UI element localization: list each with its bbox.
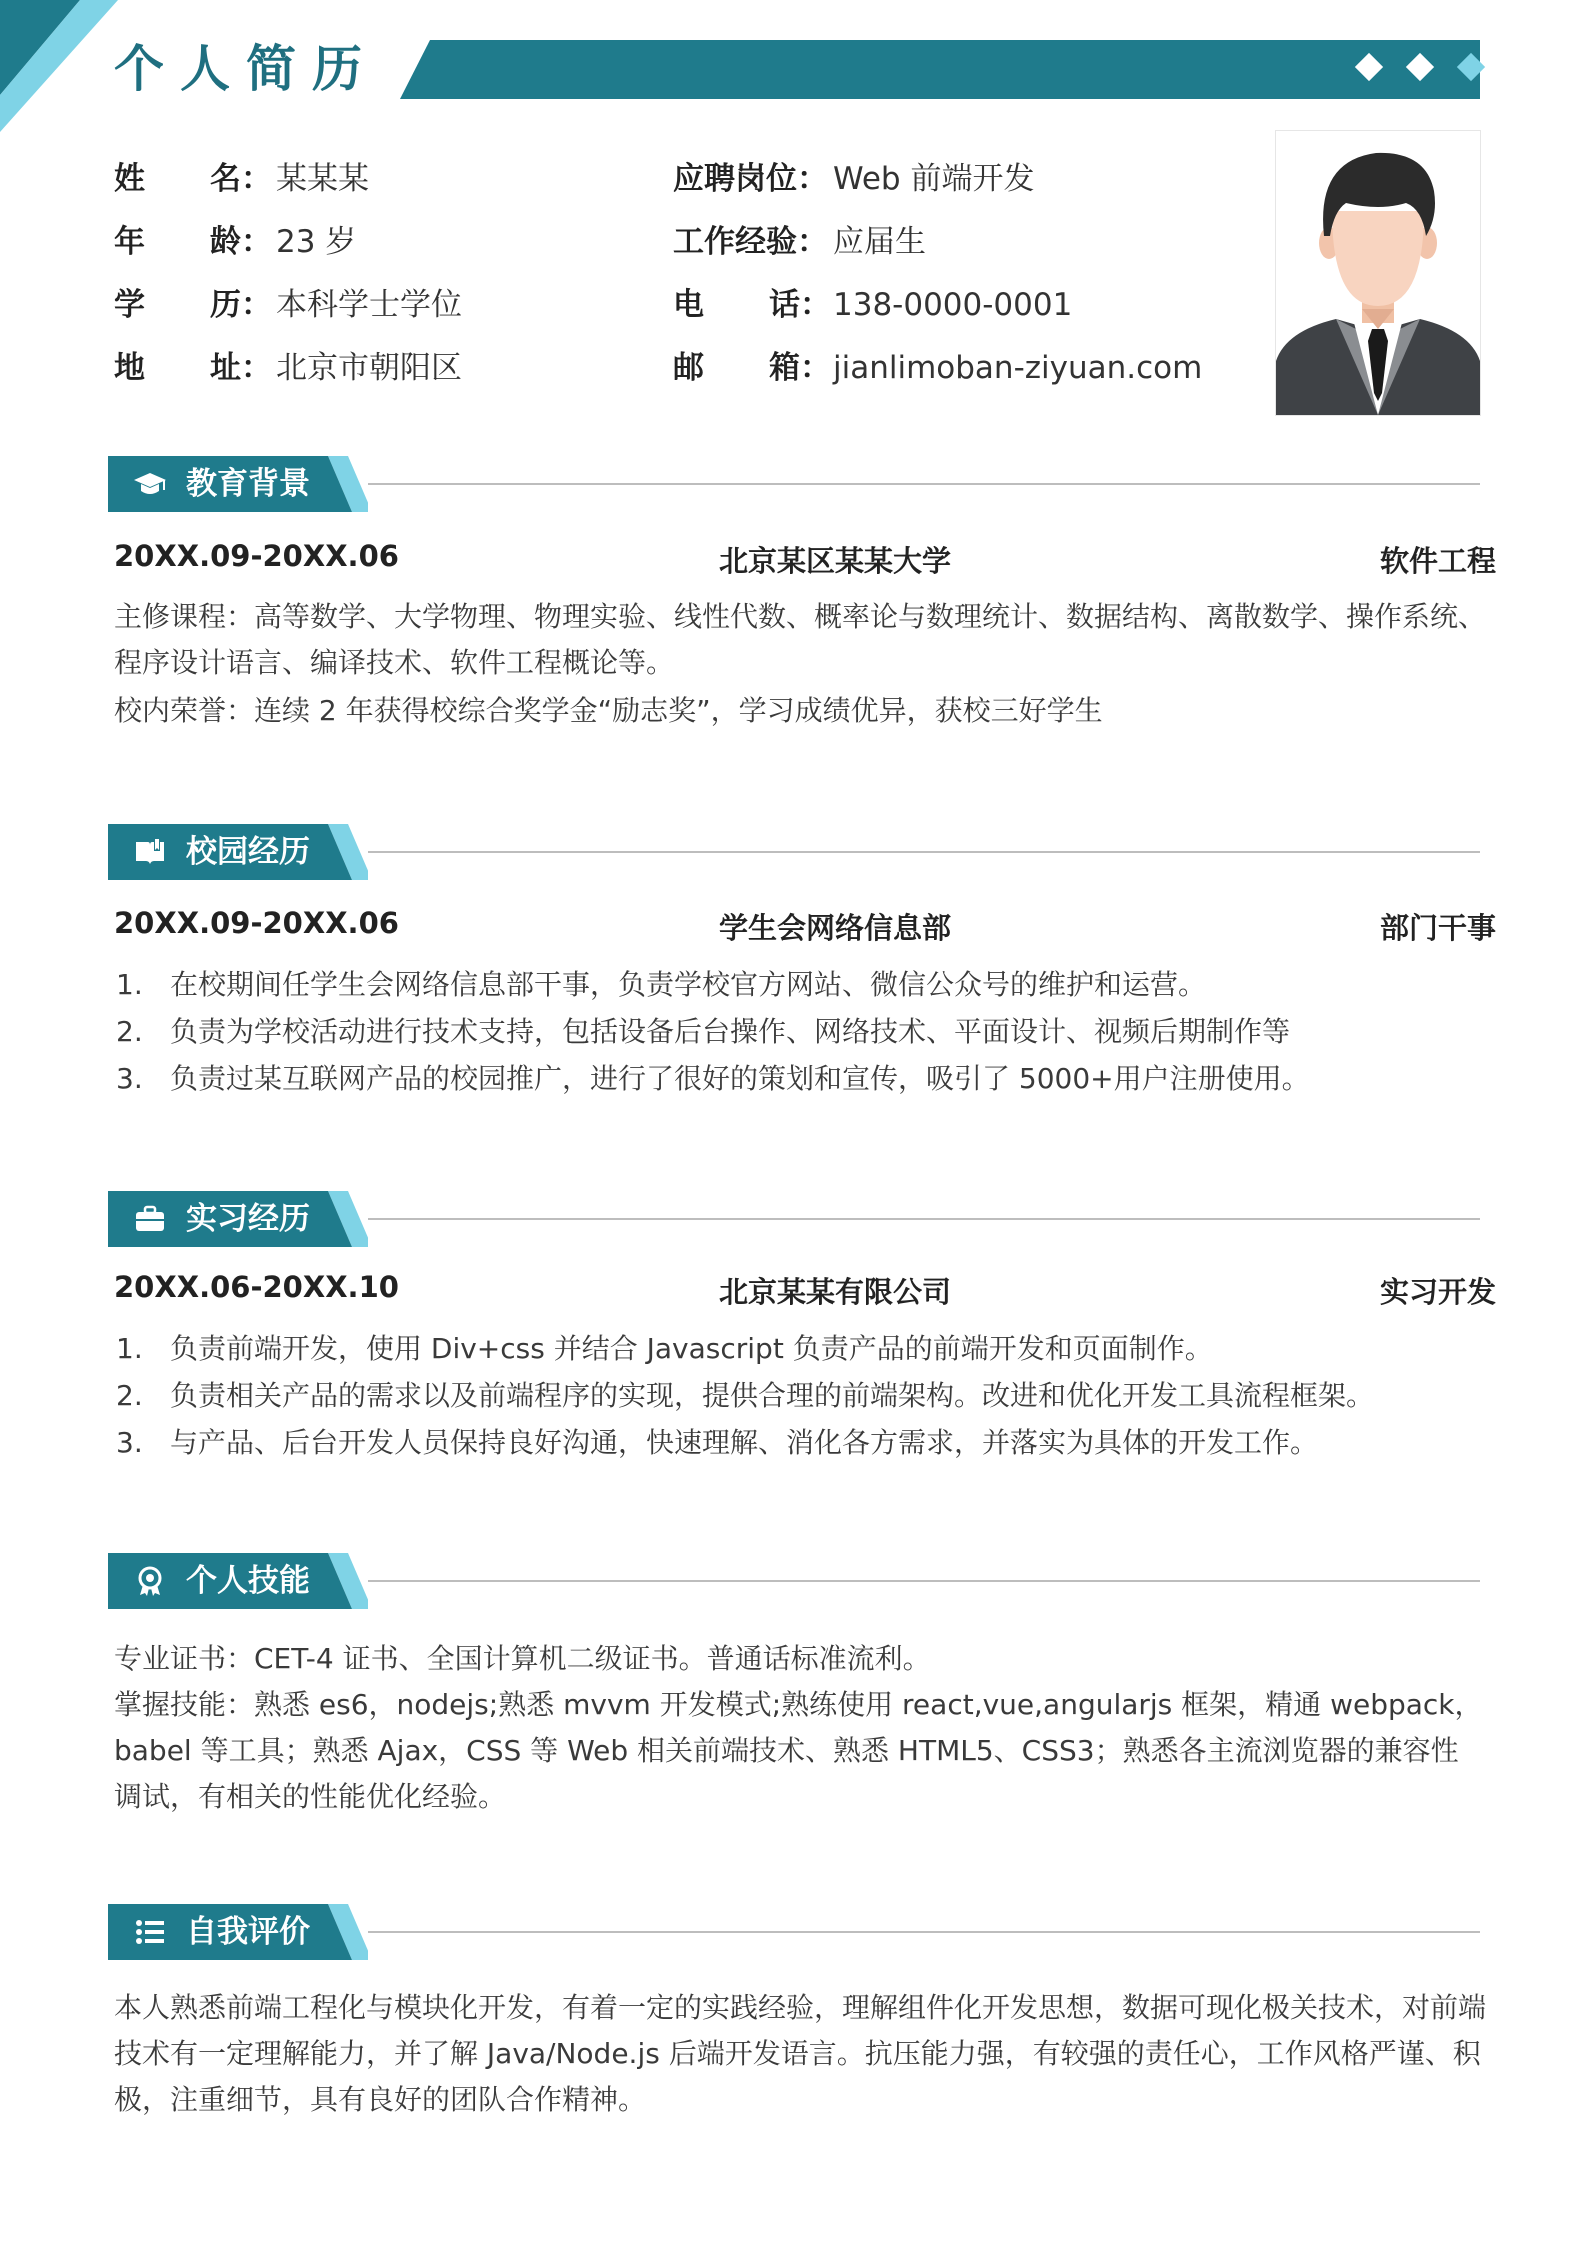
skills-abilities: 掌握技能：熟悉 es6，nodejs;熟悉 mvvm 开发模式;熟练使用 react,vue,angularjs 框架，精通 webpack，babel 等工具；熟悉 Ajax，CSS 等 Web 相关前端技术、熟悉 HTML5、CSS3；熟悉各主流浏览器的兼容性调试，有相关的性能优化经验。 [114, 1688, 1483, 1813]
book-icon [134, 837, 166, 867]
info-value: 某某某 [276, 161, 369, 197]
entry-dates: 20XX.09-20XX.06 [114, 539, 399, 573]
entry-row [114, 1270, 1496, 1310]
internship-list [114, 1325, 1486, 1466]
info-label [114, 348, 272, 388]
entry-dates: 20XX.06-20XX.10 [114, 1270, 399, 1304]
list-item [114, 961, 1486, 1008]
list-number: 1. [116, 1332, 143, 1365]
briefcase-icon [134, 1204, 166, 1234]
graduation-cap-icon [134, 469, 166, 499]
info-value: jianlimoban-ziyuan.com [833, 350, 1203, 386]
info-value: 北京市朝阳区 [276, 350, 462, 386]
label-char: 电 [673, 287, 704, 323]
list-number: 2. [116, 1015, 143, 1048]
label-char: 箱： [769, 350, 831, 386]
section-title: 教育背景 [186, 466, 310, 502]
page-title: 个人简历 [114, 40, 378, 98]
label-char: 话： [769, 287, 831, 323]
entry-org: 学生会网络信息部 [718, 911, 951, 945]
label-char: 学 [114, 287, 145, 323]
info-label: 应聘岗位： [673, 161, 828, 197]
info-label [673, 348, 831, 388]
divider [368, 1931, 1480, 1933]
education-honors: 校内荣誉：连续 2 年获得校综合奖学金“励志奖”，学习成绩优异，获校三好学生 [114, 694, 1103, 727]
list-text: 负责过某互联网产品的校园推广，进行了很好的策划和宣传，吸引了 5000+用户注册使用。 [170, 1062, 1310, 1095]
list-number: 1. [116, 968, 143, 1001]
self-eval-text: 本人熟悉前端工程化与模块化开发，有着一定的实践经验，理解组件化开发思想，数据可现化极关技术，对前端技术有一定理解能力，并了解 Java/Node.js 后端开发语言。抗压能力强，有较强的责任心，工作风格严谨、积极，注重细节，具有良好的团队合作精神。 [114, 1991, 1487, 2116]
list-item [114, 1372, 1486, 1419]
divider [368, 1580, 1480, 1582]
info-label: 工作经验： [673, 224, 828, 260]
header-bar [400, 40, 1480, 100]
divider [368, 1218, 1480, 1220]
section-header-education [108, 456, 1480, 512]
profile-photo [1275, 130, 1481, 416]
info-label [114, 285, 272, 325]
entry-dates: 20XX.09-20XX.06 [114, 906, 399, 940]
entry-row [114, 906, 1496, 946]
section-title: 校园经历 [186, 834, 310, 870]
section-title: 实习经历 [186, 1201, 310, 1237]
label-char: 龄： [210, 224, 272, 260]
label-char: 址： [210, 350, 272, 386]
list-item [114, 1419, 1486, 1466]
divider [368, 851, 1480, 853]
avatar-icon [1276, 131, 1480, 415]
entry-role: 软件工程 [1379, 544, 1496, 578]
campus-list [114, 961, 1486, 1102]
info-value: 应届生 [833, 224, 926, 260]
divider [368, 483, 1480, 485]
info-label [673, 285, 831, 325]
section-header-internship [108, 1191, 1480, 1247]
section-header-self-eval [108, 1904, 1480, 1960]
info-value: Web 前端开发 [833, 161, 1035, 197]
info-label [114, 222, 272, 262]
list-text: 负责前端开发，使用 Div+css 并结合 Javascript 负责产品的前端开发和页面制作。 [170, 1332, 1213, 1365]
entry-role: 部门干事 [1379, 911, 1496, 945]
info-label [114, 159, 272, 199]
list-text: 与产品、后台开发人员保持良好沟通，快速理解、消化各方需求，并落实为具体的开发工作。 [170, 1426, 1319, 1459]
info-value: 本科学士学位 [276, 287, 462, 323]
entry-role: 实习开发 [1379, 1275, 1496, 1309]
list-icon [134, 1917, 166, 1947]
list-text: 负责为学校活动进行技术支持，包括设备后台操作、网络技术、平面设计、视频后期制作等 [170, 1015, 1291, 1048]
list-number: 3. [116, 1062, 143, 1095]
info-value: 23 岁 [276, 224, 357, 260]
label-char: 邮 [673, 350, 704, 386]
section-header-skills [108, 1553, 1480, 1609]
section-title: 个人技能 [186, 1563, 310, 1599]
entry-row [114, 539, 1496, 579]
entry-org: 北京某区某某大学 [718, 544, 951, 578]
list-item [114, 1008, 1486, 1055]
list-text: 在校期间任学生会网络信息部干事，负责学校官方网站、微信公众号的维护和运营。 [170, 968, 1207, 1001]
list-item [114, 1055, 1486, 1102]
education-courses: 主修课程：高等数学、大学物理、物理实验、线性代数、概率论与数理统计、数据结构、离散数学、操作系统、程序设计语言、编译技术、软件工程概论等。 [114, 600, 1487, 679]
award-icon [134, 1566, 166, 1596]
skills-certs: 专业证书：CET-4 证书、全国计算机二级证书。普通话标准流利。 [114, 1642, 931, 1675]
section-header-campus [108, 824, 1480, 880]
entry-org: 北京某某有限公司 [718, 1275, 951, 1309]
label-char: 姓 [114, 161, 145, 197]
label-char: 年 [114, 224, 145, 260]
list-number: 3. [116, 1426, 143, 1459]
list-number: 2. [116, 1379, 143, 1412]
list-item [114, 1325, 1486, 1372]
label-char: 地 [114, 350, 145, 386]
label-char: 名： [210, 161, 272, 197]
label-char: 历： [210, 287, 272, 323]
list-text: 负责相关产品的需求以及前端程序的实现，提供合理的前端架构。改进和优化开发工具流程框架。 [170, 1379, 1375, 1412]
section-title: 自我评价 [186, 1914, 310, 1950]
info-value: 138-0000-0001 [833, 287, 1073, 323]
